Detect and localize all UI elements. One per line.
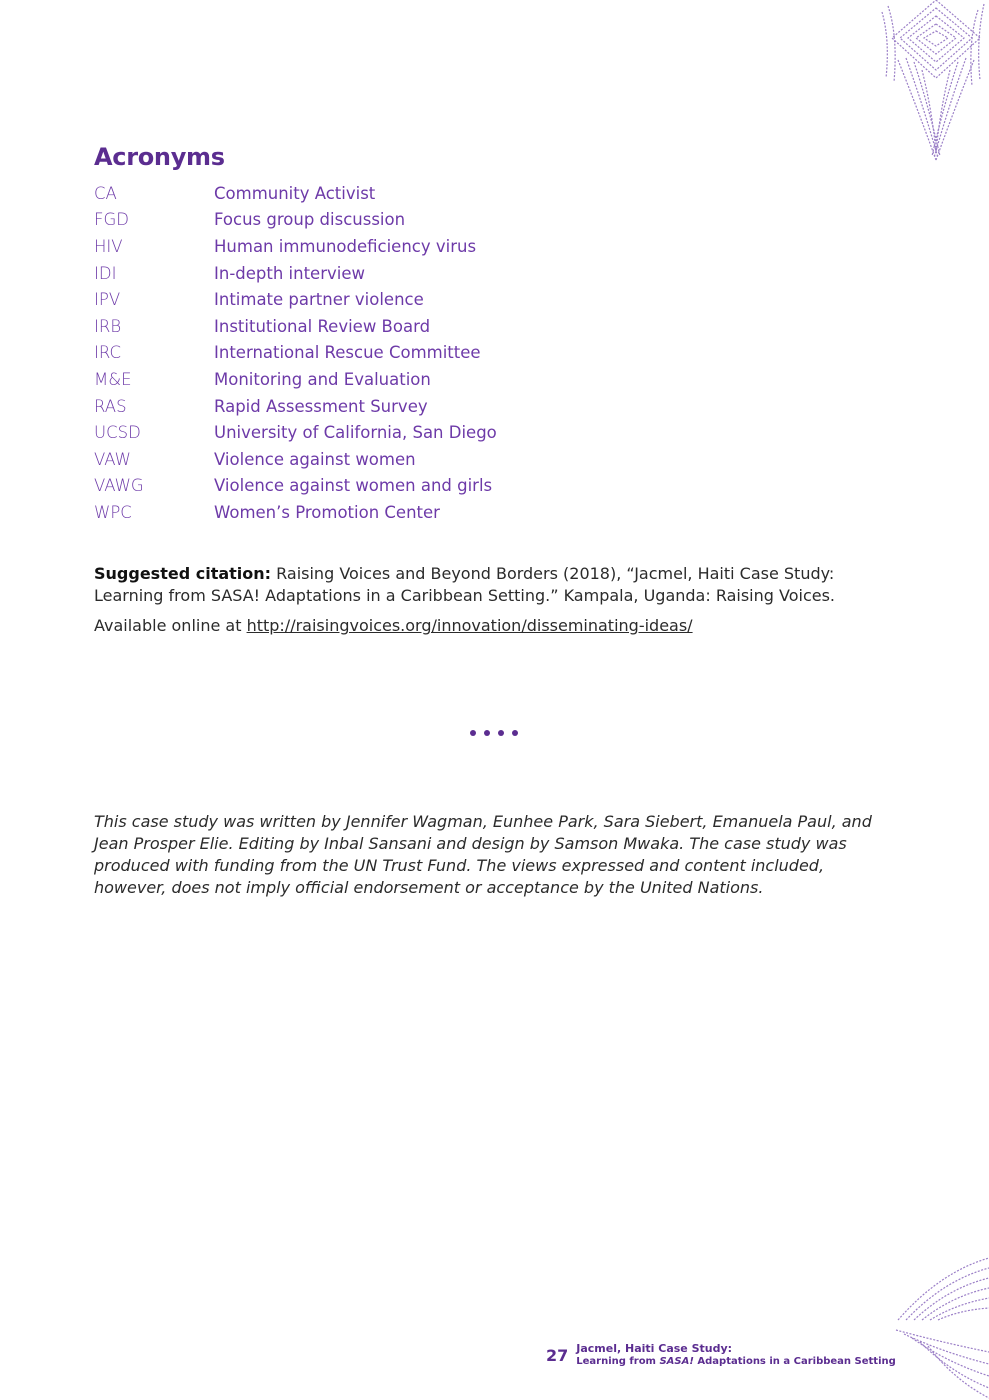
citation-link[interactable]: http://raisingvoices.org/innovation/disseminating-ideas/ [246, 616, 693, 635]
acronym-definition: Institutional Review Board [214, 316, 431, 336]
acronym-abbreviation: IRB [94, 316, 122, 336]
footer-subtitle-prefix: Learning from [576, 1356, 660, 1367]
acronym-row [94, 286, 694, 313]
acronym-abbreviation: CA [94, 183, 117, 203]
acronym-abbreviation: IPV [94, 290, 121, 310]
acronym-row [94, 180, 694, 207]
suggested-citation [94, 563, 884, 607]
acronym-abbreviation: RAS [94, 396, 127, 416]
acronym-definition: Violence against women and girls [214, 476, 493, 496]
footer-title: Jacmel, Haiti Case Study: [576, 1342, 733, 1355]
acronym-definition: Community Activist [214, 183, 376, 203]
acronym-abbreviation: UCSD [94, 423, 141, 443]
acronyms-heading: Acronyms [94, 143, 225, 171]
page-number: 27 [546, 1345, 569, 1365]
acronym-abbreviation: VAW [94, 449, 131, 469]
separator-dot [512, 730, 518, 736]
acronym-row [94, 260, 694, 287]
footer-subtitle-suffix: Adaptations in a Caribbean Setting [693, 1356, 896, 1367]
acronym-definition: Focus group discussion [214, 210, 406, 230]
acronym-definition: Human immunodeficiency virus [214, 236, 477, 256]
available-prefix: Available online at [94, 616, 247, 635]
acronym-abbreviation: VAWG [94, 476, 144, 496]
acronym-abbreviation: HIV [94, 236, 123, 256]
acronym-definition: Rapid Assessment Survey [214, 396, 428, 416]
decorative-pattern-bottom [890, 1252, 989, 1400]
acronym-abbreviation: IRC [94, 343, 122, 363]
separator-dots [470, 730, 518, 738]
acronym-definition: Monitoring and Evaluation [214, 369, 431, 389]
decorative-pattern-top [868, 0, 989, 165]
acronym-definition: Intimate partner violence [214, 290, 424, 310]
acronym-row [94, 207, 694, 234]
credits-paragraph: This case study was written by Jennifer Wagman, Eunhee Park, Sara Siebert, Emanuela Paul, and Jean Prosper Elie. Editing by Inbal Sansani and design by Samson Mwaka. The case study was produced with funding from the UN Trust Fund. The views expressed and content included, however, does not imply official endorsement or acceptance by the United Nations. [94, 812, 872, 897]
acronym-row [94, 340, 694, 367]
available-online [94, 615, 884, 637]
acronym-row [94, 233, 694, 260]
acronym-row [94, 473, 694, 500]
acronym-list [94, 180, 694, 526]
acronym-row [94, 499, 694, 526]
citation-label: Suggested citation: [94, 564, 272, 583]
separator-dot [498, 730, 504, 736]
footer-subtitle [576, 1355, 896, 1368]
acronym-row [94, 366, 694, 393]
acronym-row [94, 419, 694, 446]
page-footer [546, 1340, 896, 1370]
acronym-abbreviation: WPC [94, 502, 132, 522]
separator-dot [484, 730, 490, 736]
acronym-abbreviation: IDI [94, 263, 117, 283]
acronym-definition: In-depth interview [214, 263, 365, 283]
acronym-definition: Violence against women [214, 449, 416, 469]
acronym-definition: Women’s Promotion Center [214, 502, 440, 522]
acronym-row [94, 313, 694, 340]
acronym-definition: University of California, San Diego [214, 423, 497, 443]
acronym-abbreviation: FGD [94, 210, 129, 230]
acronym-row [94, 446, 694, 473]
footer-running-title [576, 1342, 896, 1368]
acronym-definition: International Rescue Committee [214, 343, 481, 363]
footer-subtitle-emphasis: SASA! [659, 1356, 694, 1367]
acronym-row [94, 393, 694, 420]
acronym-abbreviation: M&E [94, 369, 132, 389]
separator-dot [470, 730, 476, 736]
citation-text: Raising Voices and Beyond Borders (2018), “Jacmel, Haiti Case Study: Learning from SASA! Adaptations in a Caribbean Setting.” Kampala, Uganda: Raising Voices. [94, 564, 836, 605]
